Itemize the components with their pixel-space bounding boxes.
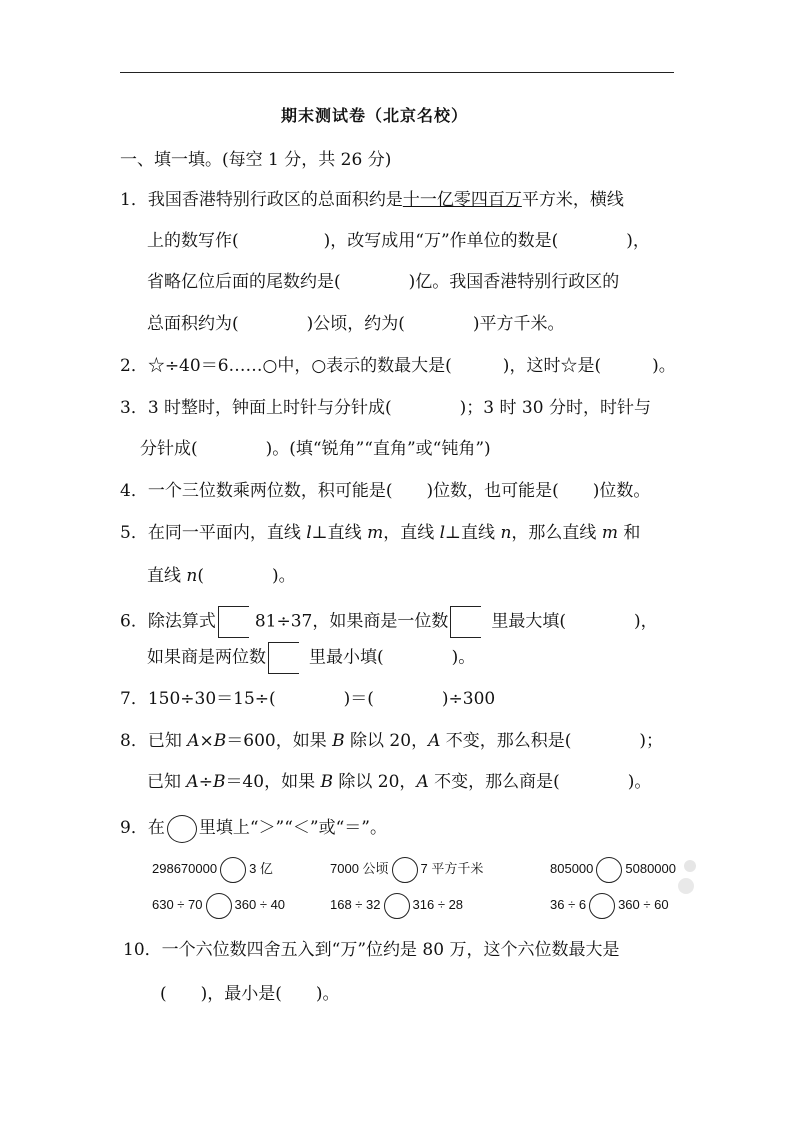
var-a: A [187,731,200,751]
compare-circle[interactable] [392,857,418,883]
question-9 [120,814,387,843]
q8-text: 不变，那么商是( )。 [428,772,652,792]
q5-text: ⊥直线 [445,523,501,543]
compare-circle[interactable] [596,857,622,883]
q8-text: ＝40，如果 [225,772,321,792]
comparison-left: 298670000 [152,861,218,876]
q1-text-a: 1．我国香港特别行政区的总面积约是 [120,190,403,210]
var-l: l [306,523,312,543]
q5-text: ，那么直线 [511,523,602,543]
blank-box[interactable] [218,606,249,638]
comparison-right: 7 平方千米 [420,861,484,876]
compare-circle[interactable] [384,893,410,919]
compare-circle[interactable] [206,893,232,919]
q8-text: 除以 20， [344,731,429,751]
question-1-line-3: 省略亿位后面的尾数约是( )亿。我国香港特别行政区的 [147,272,620,292]
comparison-left: 36 ÷ 6 [550,897,587,912]
q6-text: 里最小填( )。 [309,647,476,668]
q5-text: ( )。 [197,566,296,586]
var-b: B [213,731,227,751]
section-heading: 一、填一填。(每空 1 分，共 26 分) [120,150,392,170]
q6-text: 81÷37，如果商是一位数 [254,611,449,632]
var-n: n [186,566,198,586]
question-8-line-1 [120,731,663,751]
question-1-line-4: 总面积约为( )公顷，约为( )平方千米。 [147,314,565,334]
header-rule [120,72,674,73]
question-1-line-1 [120,190,624,210]
q1-underlined-number: 十一亿零四百万 [402,190,522,210]
comparison-item [330,891,463,919]
question-6-line-1 [120,606,658,638]
circle-blank-icon [167,815,197,843]
q9-text: 9．在 [120,818,165,838]
times-sign: × [199,731,214,751]
q5-text: 5．在同一平面内，直线 [120,523,307,543]
page-title: 期末测试卷（北京名校） [281,106,469,125]
question-10-line-1: 10．一个六位数四舍五入到“万”位约是 80 万，这个六位数最大是 [123,940,620,960]
q6-text: 如果商是两位数 [147,647,266,668]
var-m: m [367,523,384,543]
question-4: 4．一个三位数乘两位数，积可能是( )位数，也可能是( )位数。 [120,481,651,501]
comparison-left: 168 ÷ 32 [330,897,381,912]
question-1-line-2: 上的数写作( )，改写成用“万”作单位的数是( )， [147,231,650,251]
q5-text: 和 [617,523,641,543]
compare-circle[interactable] [220,857,246,883]
comparison-item [152,891,285,919]
var-n: n [500,523,512,543]
blank-box[interactable] [268,642,299,674]
q8-text: 8．已知 [120,731,188,751]
comparison-right: 360 ÷ 60 [618,897,669,912]
q5-text: ，直线 [383,523,440,543]
comparison-item [550,891,669,919]
q8-text: 不变，那么积是( )； [440,731,664,751]
comparison-left: 7000 公顷 [330,861,389,876]
comparison-right: 5080000 [625,861,677,876]
q8-text: 除以 20， [332,772,417,792]
var-a: A [186,772,199,792]
q6-text: 6．除法算式 [120,611,216,632]
q1-text-b: 平方米，横线 [521,190,624,210]
var-a: A [416,772,429,792]
var-l: l [439,523,446,543]
comparison-right: 3 亿 [249,861,273,876]
question-6-line-2 [147,642,475,674]
q9-text: 里填上“＞”“＜”或“＝”。 [198,818,387,838]
var-a: A [428,731,441,751]
var-b: B [332,731,345,751]
question-10-line-2: ( )，最小是( )。 [160,984,340,1004]
blank-box[interactable] [450,606,481,638]
question-3-line-2: 分针成( )。(填“锐角”“直角”或“钝角”) [140,439,491,459]
comparison-item [330,855,483,883]
comparison-right: 316 ÷ 28 [412,897,464,912]
divide-sign: ÷ [198,772,213,792]
q5-text: ⊥直线 [311,523,368,543]
question-5-line-1 [120,523,640,543]
var-b: B [320,772,333,792]
q8-text: 已知 [147,772,187,792]
question-2: 2．☆÷40＝6……○中，○表示的数最大是( )，这时☆是( )。 [120,356,676,376]
q5-text: 直线 [147,566,187,586]
q8-text: ＝600，如果 [226,731,333,751]
compare-circle[interactable] [589,893,615,919]
watermark-icon [676,852,696,902]
comparison-left: 805000 [550,861,594,876]
comparison-item [152,855,273,883]
q6-text: 里最大填( )， [491,611,658,632]
var-m: m [601,523,618,543]
question-5-line-2 [147,566,296,586]
comparison-item [550,855,676,883]
comparison-left: 630 ÷ 70 [152,897,203,912]
comparison-right: 360 ÷ 40 [234,897,286,912]
question-7: 7．150÷30＝15÷( )＝( )÷300 [120,689,496,709]
question-3-line-1: 3．3 时整时，钟面上时针与分针成( )；3 时 30 分时，时针与 [120,398,651,418]
var-b: B [212,772,226,792]
question-8-line-2 [147,772,651,792]
